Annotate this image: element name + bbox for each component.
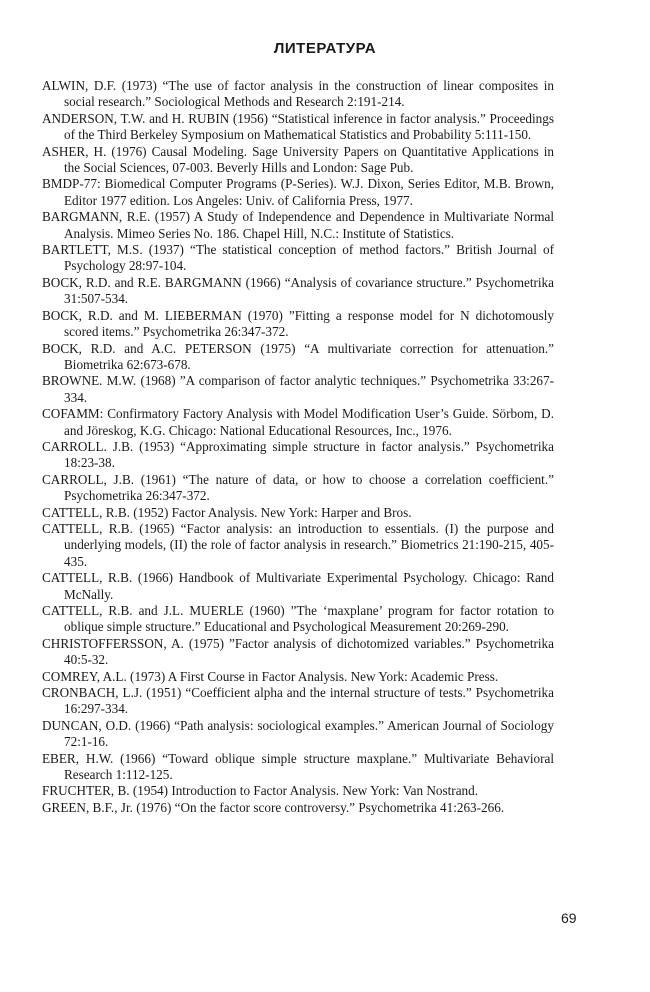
reference-entry: DUNCAN, O.D. (1966) “Path analysis: sociological examples.” American Journal of Sociology 72:1-16. (42, 717, 554, 750)
reference-entry: CRONBACH, L.J. (1951) “Coefficient alpha and the internal structure of tests.” Psychometrika 16:297-334. (42, 685, 554, 717)
reference-entry: ASHER, H. (1976) Causal Modeling. Sage University Papers on Quantitative Applications in the Social Sciences, 07-003. Beverly Hills and London: Sage Pub. (42, 143, 554, 176)
reference-entry: BOCK, R.D. and A.C. PETERSON (1975) “A multivariate correction for attenuation.” Biometrika 62:673-678. (42, 340, 554, 372)
reference-list (42, 78, 554, 816)
reference-entry: BOCK, R.D. and M. LIEBERMAN (1970) ”Fitting a response model for N dichotomously scored items.” Psychometrika 26:347-372. (42, 307, 554, 340)
reference-entry: BMDP-77: Biomedical Computer Programs (P-Series). W.J. Dixon, Series Editor, M.B. Brown, Editor 1977 edition. Los Angeles: Univ. of California Press, 1977. (42, 176, 554, 208)
reference-entry: CARROLL, J.B. (1961) “The nature of data, or how to choose a correlation coefficient.” Psychometrika 26:347-372. (42, 471, 554, 504)
page-number: 69 (561, 910, 577, 926)
reference-entry: FRUCHTER, B. (1954) Introduction to Factor Analysis. New York: Van Nostrand. (42, 783, 479, 799)
reference-entry: CATTELL, R.B. (1966) Handbook of Multivariate Experimental Psychology. Chicago: Rand McNally. (42, 570, 554, 602)
reference-entry: BROWNE. M.W. (1968) ”A comparison of factor analytic techniques.” Psychometrika 33:267-334. (42, 373, 554, 405)
reference-entry: ALWIN, D.F. (1973) “The use of factor analysis in the construction of linear composites in social research.” Sociological Methods and Research 2:191-214. (42, 78, 554, 110)
reference-entry: CHRISTOFFERSSON, A. (1975) ”Factor analysis of dichotomized variables.” Psychometrika 40:5-32. (42, 635, 554, 668)
reference-entry: BARTLETT, M.S. (1937) “The statistical conception of method factors.” British Journal of Psychology 28:97-104. (42, 242, 554, 274)
reference-entry: EBER, H.W. (1966) “Toward oblique simple structure maxplane.” Multivariate Behavioral Research 1:112-125. (42, 750, 554, 783)
reference-entry: ANDERSON, T.W. and H. RUBIN (1956) “Statistical inference in factor analysis.” Proceedings of the Third Berkeley Symposium on Mathematical Statistics and Probability 5:111-150. (42, 110, 554, 143)
reference-entry: CATTELL, R.B. (1965) “Factor analysis: an introduction to essentials. (I) the purpose and underlying models, (II) the role of factor analysis in research.” Biometrics 21:190-215, 405-435. (42, 520, 554, 569)
reference-entry: CARROLL. J.B. (1953) “Approximating simple structure in factor analysis.” Psychometrika 18:23-38. (42, 438, 554, 471)
reference-entry: COMREY, A.L. (1973) A First Course in Factor Analysis. New York: Academic Press. (42, 668, 499, 684)
reference-entry: GREEN, B.F., Jr. (1976) “On the factor score controversy.” Psychometrika 41:263-266. (42, 799, 505, 815)
reference-entry: CATTELL, R.B. (1952) Factor Analysis. New York: Harper and Bros. (42, 504, 412, 520)
reference-entry: BOCK, R.D. and R.E. BARGMANN (1966) “Analysis of covariance structure.” Psychometrika 31:507-534. (42, 274, 554, 307)
reference-entry: CATTELL, R.B. and J.L. MUERLE (1960) ”The ‘maxplane’ program for factor rotation to oblique simple structure.” Educational and Psychological Measurement 20:269-290. (42, 603, 554, 635)
page-title: ЛИТЕРАТУРА (273, 40, 377, 57)
reference-entry: BARGMANN, R.E. (1957) A Study of Independence and Dependence in Multivariate Normal Analysis. Mimeo Series No. 186. Chapel Hill, N.C.: Institute of Statistics. (42, 209, 554, 241)
reference-entry: COFAMM: Confirmatory Factory Analysis with Model Modification User’s Guide. Sörbom, D. and Jöreskog, K.G. Chicago: National Educational Resources, Inc., 1976. (42, 406, 554, 438)
